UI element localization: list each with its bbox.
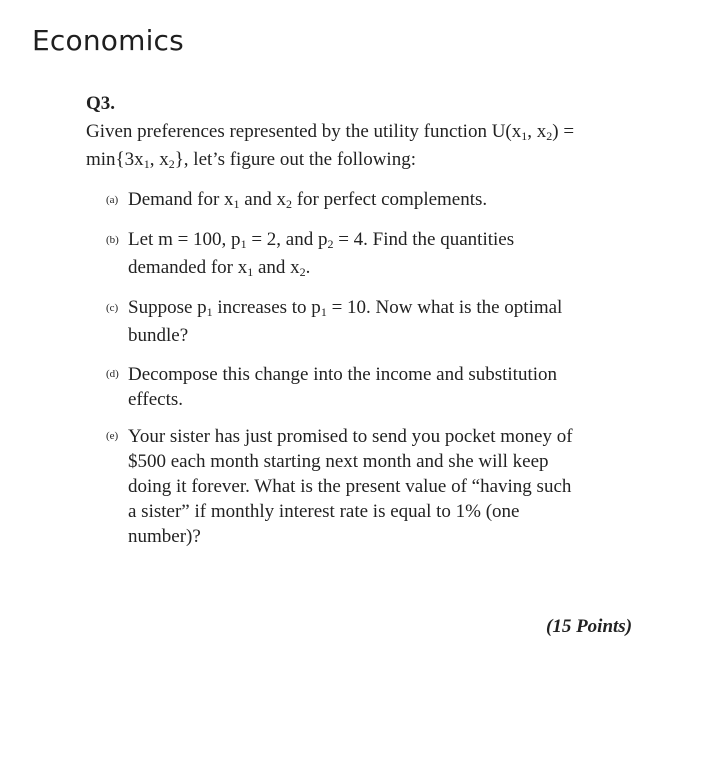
part-text: a sister” if monthly interest rate is equal to 1% (one xyxy=(128,501,520,522)
intro-text: , x xyxy=(527,121,547,142)
subscript: 2 xyxy=(168,157,175,171)
part-text: and x xyxy=(253,257,300,278)
part-marker: (c) xyxy=(106,302,119,314)
part-text: number)? xyxy=(128,526,201,547)
points-label: (15 Points) xyxy=(546,616,633,637)
subscript: 2 xyxy=(285,197,292,211)
part-marker: (a) xyxy=(106,194,119,206)
question-block xyxy=(86,92,646,561)
part-text: Suppose p xyxy=(128,297,207,318)
part-text: for perfect complements. xyxy=(291,189,488,210)
subscript: 2 xyxy=(327,237,334,251)
subscript: 1 xyxy=(233,197,240,211)
subscript: 1 xyxy=(143,157,150,171)
part-text: Your sister has just promised to send you pocket money of xyxy=(128,426,573,447)
part-text: = 10. Now what is the optimal xyxy=(326,297,563,318)
part-marker: (d) xyxy=(106,368,119,380)
part-text: and x xyxy=(239,189,286,210)
part-marker: (e) xyxy=(106,430,119,442)
subscript: 1 xyxy=(247,265,254,279)
subscript: 2 xyxy=(546,129,553,143)
part-d xyxy=(86,362,646,412)
part-text: Let m = 100, p xyxy=(128,229,241,250)
subscript: 1 xyxy=(320,305,327,319)
part-text: = 4. Find the quantities xyxy=(333,229,515,250)
part-c xyxy=(86,294,646,350)
subscript: 2 xyxy=(299,265,306,279)
part-text: doing it forever. What is the present value of “having such xyxy=(128,476,572,497)
intro-text: Given preferences represented by the utility function U(x xyxy=(86,121,522,142)
part-text: bundle? xyxy=(128,325,189,346)
part-text: $500 each month starting next month and she will keep xyxy=(128,451,549,472)
part-text: demanded for x xyxy=(128,257,248,278)
question-intro xyxy=(86,118,641,174)
intro-text: min{3x xyxy=(86,149,144,170)
part-text: increases to p xyxy=(212,297,321,318)
part-text: Demand for x xyxy=(128,189,234,210)
subscript: 1 xyxy=(240,237,247,251)
subscript: 1 xyxy=(206,305,213,319)
part-text: . xyxy=(305,257,311,278)
subscript: 1 xyxy=(521,129,528,143)
part-e xyxy=(86,424,646,549)
intro-text: ) = xyxy=(552,121,575,142)
question-parts xyxy=(86,186,646,549)
intro-text: , x xyxy=(149,149,169,170)
part-a xyxy=(86,186,646,214)
question-number: Q3. xyxy=(86,93,116,114)
part-text: = 2, and p xyxy=(246,229,328,250)
intro-text: }, let’s figure out the following: xyxy=(174,149,416,170)
part-text: Decompose this change into the income and substitution xyxy=(128,364,558,385)
part-b xyxy=(86,226,646,282)
part-marker: (b) xyxy=(106,234,119,246)
subject-title: Economics xyxy=(32,24,184,57)
part-text: effects. xyxy=(128,389,184,410)
